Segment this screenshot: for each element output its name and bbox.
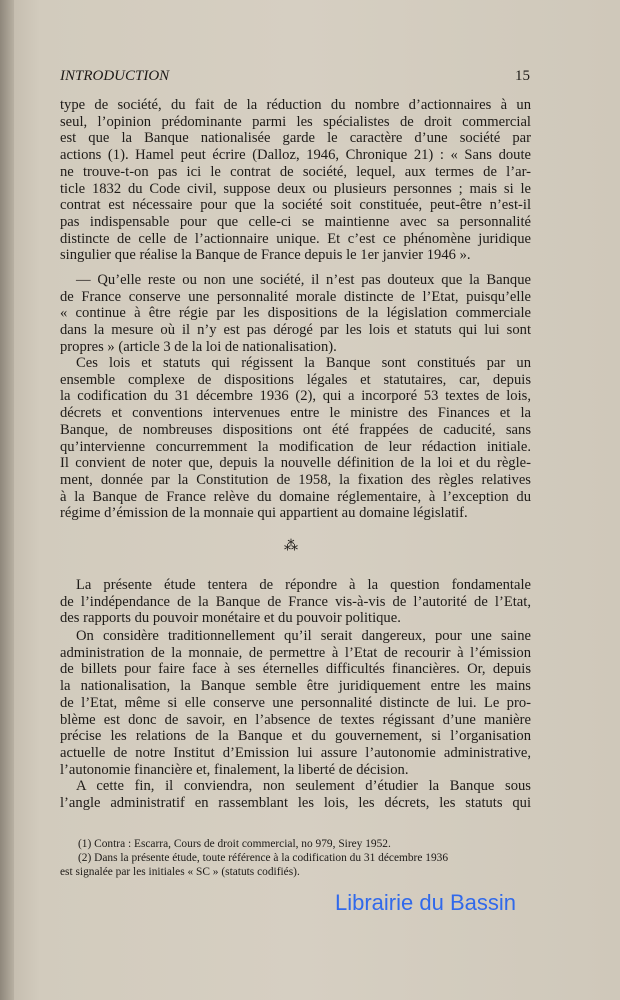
text-line: Banque, de nombreuses dispositions ont été frappées de caducité, sans <box>60 421 531 438</box>
text-line: décrets et conventions intervenues entre le ministre des Finances et la <box>60 405 531 422</box>
text-line: précise les relations de la Banque et du gouvernement, si l’organisation <box>60 728 531 745</box>
footnote-1: (1) Contra : Escarra, Cours de droit commercial, no 979, Sirey 1952. <box>78 838 391 850</box>
text-line: pas indispensable pour que celle-ci se maintienne avec sa personnalité <box>60 213 531 230</box>
text-line: de billets pour faire face à ses éternelles difficultés financières. Or, depuis <box>60 661 531 678</box>
text-line: régime d’émission de la monnaie qui appartient au domaine législatif. <box>60 505 468 522</box>
text-line: ticle 1832 du Code civil, suppose deux ou plusieurs personnes ; mais si le <box>60 180 531 197</box>
text-line: administration de la monnaie, de permettre à l’Etat de recourir à l’émission <box>60 644 531 661</box>
watermark: Librairie du Bassin <box>335 890 516 915</box>
text-line: Il convient de noter que, depuis la nouvelle définition de la loi et du règle- <box>60 455 531 472</box>
text-line: l’autonomie financière et, finalement, la liberté de décision. <box>60 761 409 778</box>
text-line: A cette fin, il conviendra, non seulement d’étudier la Banque sous <box>76 778 531 794</box>
text-line: l’angle administratif en rassemblant les lois, les décrets, les statuts qui <box>60 794 531 811</box>
text-line: actuelle de notre Institut d’Emission lui assure l’autonomie administrative, <box>60 744 531 761</box>
text-line: la codification du 31 décembre 1936 (2), qui a incorporé 53 textes de lois, <box>60 388 531 405</box>
running-header: INTRODUCTION <box>60 68 170 84</box>
text-line: ne trouve-t-on pas ici le contrat de société, lequel, aux termes de l’ar- <box>60 163 531 180</box>
text-line: propres » (article 3 de la loi de nationalisation). <box>60 338 337 355</box>
footnote-2-cont: est signalée par les initiales « SC » (statuts codifiés). <box>60 866 300 878</box>
text-line: contrat est nécessaire pour que la société soit constituée, peut-être n’est-il <box>60 197 531 214</box>
text-line: distincte de celle de l’actionnaire unique. Et c’est ce phénomène juridique <box>60 230 531 247</box>
text-line: blème est donc de savoir, en l’absence de textes régissant d’une manière <box>60 711 531 728</box>
text-line: seul, l’opinion prédominante parmi les spécialistes de droit commercial <box>60 113 531 130</box>
text-line: ensemble complexe de dispositions légales et statutaires, car, depuis <box>60 371 531 388</box>
text-line: dans la mesure où il n’y est pas dérogé par les lois et statuts qui lui sont <box>60 322 531 339</box>
text-line: — Qu’elle reste ou non une société, il n’est pas douteux que la Banque <box>76 272 531 288</box>
text-line: la nationalisation, la Banque semble être juridiquement entre les mains <box>60 678 531 695</box>
text-line: à la Banque de France relève du domaine réglementaire, à l’exception du <box>60 488 531 505</box>
footnote-2: (2) Dans la présente étude, toute référence à la codification du 31 décembre 1936 <box>78 852 449 864</box>
page-number: 15 <box>515 68 530 84</box>
section-separator: ⁂ <box>284 539 299 554</box>
text-line: de France conserve une personnalité morale distincte de l’Etat, puisqu’elle <box>60 288 531 305</box>
text-line: On considère traditionnellement qu’il serait dangereux, pour une saine <box>76 628 531 644</box>
text-line: de l’indépendance de la Banque de France vis-à-vis de l’autorité de l’Etat, <box>60 593 531 610</box>
text-line: « continue à être régie par les dispositions de la législation commerciale <box>60 305 531 322</box>
text-line: Ces lois et statuts qui régissent la Banque sont constitués par un <box>76 355 531 371</box>
text-line: actions (1). Hamel peut écrire (Dalloz, 1946, Chronique 21) : « Sans doute <box>60 147 531 164</box>
text-line: La présente étude tentera de répondre à la question fondamentale <box>76 577 531 593</box>
text-line: de l’Etat, même si elle conserve une personnalité distincte de lui. Le pro- <box>60 694 531 711</box>
text-line: type de société, du fait de la réduction du nombre d’actionnaires à un <box>60 97 531 113</box>
text-line: singulier que réalise la Banque de France depuis le 1er janvier 1946 ». <box>60 247 471 264</box>
text-line: ment, donnée par la Constitution de 1958, la fixation des règles relatives <box>60 471 531 488</box>
text-line: qu’intervienne concurremment la modification de leur rédaction initiale. <box>60 438 531 455</box>
text-line: des rapports du pouvoir monétaire et du pouvoir politique. <box>60 610 401 627</box>
text-line: est que la Banque nationalisée garde le caractère d’une société par <box>60 130 531 147</box>
